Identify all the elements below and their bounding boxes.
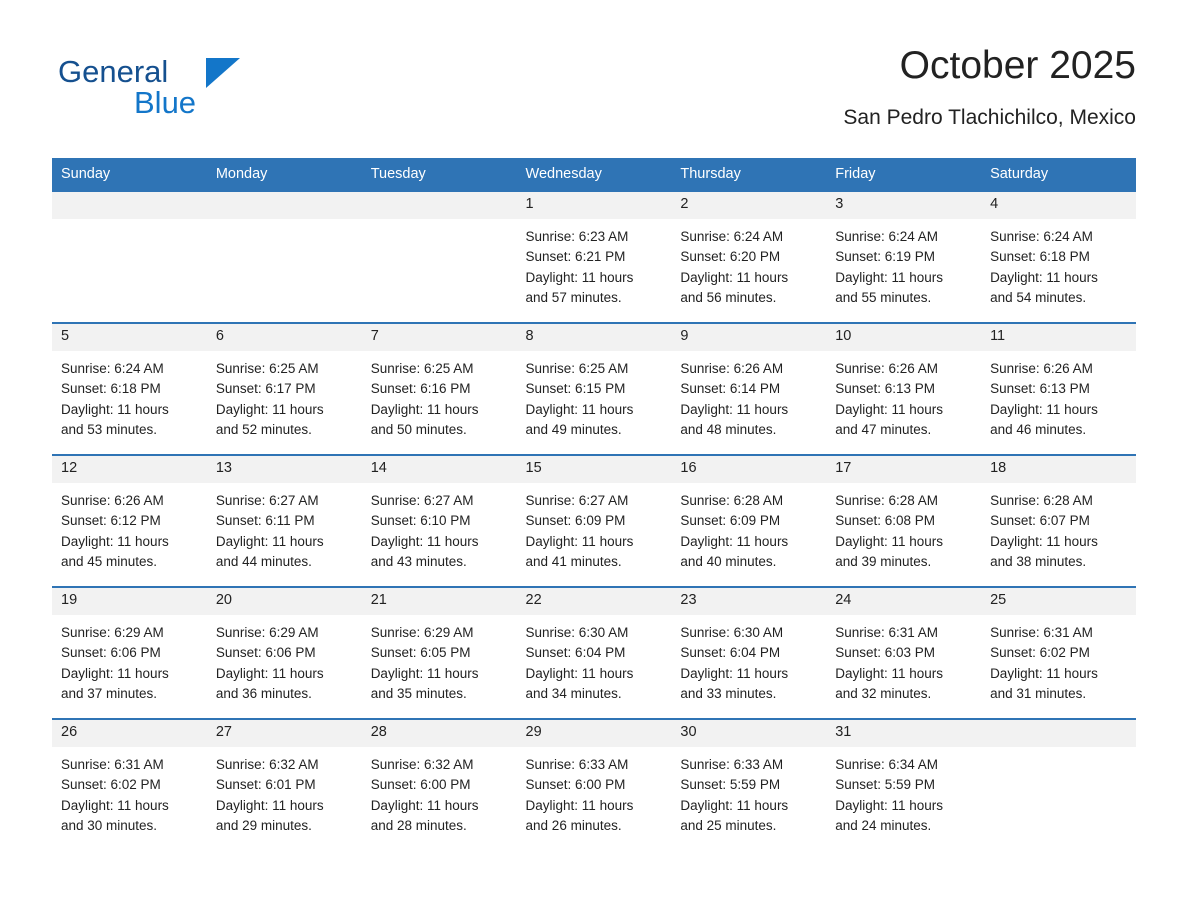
day-number: 26 (52, 720, 207, 747)
day-number: 1 (517, 192, 672, 219)
day-detail-line: Sunrise: 6:25 AM (370, 361, 474, 376)
day-detail-line: Sunrise: 6:25 AM (525, 361, 629, 376)
day-cell-inner (52, 720, 207, 850)
day-cell-inner (207, 324, 362, 454)
calendar-table (52, 158, 1136, 850)
day-details (207, 351, 362, 440)
day-detail-line: Sunrise: 6:26 AM (990, 361, 1093, 376)
day-detail-line: Sunrise: 6:33 AM (525, 757, 629, 772)
day-detail-line: and 41 minutes. (525, 553, 622, 569)
calendar-day-cell[interactable] (52, 455, 207, 587)
day-details (826, 615, 981, 704)
day-details (826, 747, 981, 836)
day-detail-line: Sunrise: 6:24 AM (680, 229, 784, 244)
day-details (207, 483, 362, 572)
day-detail-line: Sunset: 6:13 PM (990, 381, 1090, 397)
day-detail-line: and 31 minutes. (990, 685, 1087, 701)
day-number: 12 (52, 456, 207, 483)
calendar-day-cell[interactable] (207, 323, 362, 455)
day-detail-line: Daylight: 11 hours (680, 401, 789, 417)
day-details (207, 747, 362, 836)
day-detail-line: Sunset: 6:08 PM (835, 513, 936, 529)
day-details (671, 615, 826, 704)
calendar-day-cell[interactable] (52, 323, 207, 455)
calendar-empty-cell (981, 719, 1136, 850)
day-detail-line: Sunset: 6:17 PM (215, 381, 316, 397)
day-cell-inner (362, 456, 517, 586)
day-detail-line: Sunset: 6:14 PM (680, 381, 781, 397)
day-cell-inner (826, 456, 981, 586)
page-title: October 2025 (899, 44, 1136, 87)
day-cell-inner (207, 456, 362, 586)
day-details (826, 351, 981, 440)
day-details (671, 351, 826, 440)
day-detail-line: Sunrise: 6:28 AM (990, 493, 1093, 508)
day-cell-inner (671, 324, 826, 454)
calendar-day-cell[interactable] (826, 323, 981, 455)
day-detail-line: Daylight: 11 hours (835, 665, 944, 681)
day-cell-inner (362, 720, 517, 850)
day-details (671, 483, 826, 572)
calendar-day-cell[interactable] (517, 191, 672, 323)
calendar-empty-cell (52, 191, 207, 323)
day-detail-line: Sunset: 6:13 PM (835, 381, 936, 397)
day-details (981, 747, 1136, 755)
day-detail-line: Sunrise: 6:29 AM (370, 625, 474, 640)
day-detail-line: Sunrise: 6:31 AM (61, 757, 164, 772)
day-detail-line: Sunset: 6:18 PM (61, 381, 161, 397)
day-detail-line: Sunset: 6:01 PM (215, 777, 316, 793)
day-details (52, 219, 207, 227)
calendar-body (52, 191, 1136, 850)
day-cell-inner (981, 720, 1136, 850)
day-detail-line: and 52 minutes. (215, 421, 312, 437)
day-detail-line: Sunrise: 6:26 AM (61, 493, 164, 508)
day-detail-line: Sunrise: 6:30 AM (680, 625, 784, 640)
day-detail-line: Sunset: 6:21 PM (525, 249, 626, 265)
calendar-day-cell[interactable] (671, 323, 826, 455)
day-number: 15 (517, 456, 672, 483)
day-detail-line: Sunrise: 6:28 AM (680, 493, 784, 508)
day-details (517, 747, 672, 836)
day-number: 11 (981, 324, 1136, 351)
day-detail-line: Daylight: 11 hours (835, 797, 944, 813)
calendar-day-cell[interactable] (671, 587, 826, 719)
day-detail-line: Sunset: 6:06 PM (61, 645, 161, 661)
day-details (981, 351, 1136, 440)
day-cell-inner (981, 192, 1136, 322)
day-details (362, 747, 517, 836)
day-detail-line: Daylight: 11 hours (835, 533, 944, 549)
day-number: 13 (207, 456, 362, 483)
weekday-header-row (52, 158, 1136, 191)
day-detail-line: Daylight: 11 hours (680, 269, 789, 285)
day-detail-line: Daylight: 11 hours (525, 665, 634, 681)
day-detail-line: Daylight: 11 hours (215, 533, 324, 549)
day-details (362, 351, 517, 440)
weekday-header-wednesday: Wednesday (517, 158, 672, 191)
day-cell-inner (362, 324, 517, 454)
day-detail-line: Sunset: 6:16 PM (370, 381, 471, 397)
day-number (362, 192, 517, 219)
day-number (981, 720, 1136, 747)
day-detail-line: Sunrise: 6:27 AM (215, 493, 319, 508)
day-number (52, 192, 207, 219)
day-detail-line: Sunset: 6:02 PM (990, 645, 1090, 661)
day-details (517, 483, 672, 572)
day-detail-line: Daylight: 11 hours (370, 533, 479, 549)
day-detail-line: Daylight: 11 hours (370, 665, 479, 681)
day-details (671, 747, 826, 836)
day-details (517, 615, 672, 704)
day-detail-line: Sunset: 6:12 PM (61, 513, 161, 529)
logo-text-general: General (58, 54, 169, 89)
day-detail-line: Sunset: 5:59 PM (835, 777, 936, 793)
day-cell-inner (52, 588, 207, 718)
day-details (52, 351, 207, 440)
day-detail-line: Daylight: 11 hours (835, 401, 944, 417)
calendar-day-cell[interactable] (826, 587, 981, 719)
day-detail-line: Sunrise: 6:23 AM (525, 229, 629, 244)
day-detail-line: Sunrise: 6:25 AM (215, 361, 319, 376)
day-number: 19 (52, 588, 207, 615)
day-detail-line: and 55 minutes. (835, 289, 932, 305)
day-number: 28 (362, 720, 517, 747)
calendar-week-row (52, 191, 1136, 323)
calendar-day-cell[interactable] (826, 719, 981, 850)
page-header (52, 44, 1136, 144)
day-detail-line: Sunset: 6:06 PM (215, 645, 316, 661)
day-details (671, 219, 826, 308)
day-detail-line: Sunrise: 6:29 AM (215, 625, 319, 640)
day-cell-inner (981, 324, 1136, 454)
day-detail-line: and 48 minutes. (680, 421, 777, 437)
day-number: 23 (671, 588, 826, 615)
day-detail-line: Sunset: 6:00 PM (370, 777, 471, 793)
calendar-day-cell[interactable] (207, 719, 362, 850)
day-number: 29 (517, 720, 672, 747)
day-cell-inner (826, 324, 981, 454)
weekday-header-tuesday: Tuesday (362, 158, 517, 191)
day-cell-inner (517, 456, 672, 586)
day-detail-line: Daylight: 11 hours (680, 797, 789, 813)
day-detail-line: and 29 minutes. (215, 817, 312, 833)
day-number: 7 (362, 324, 517, 351)
day-number: 2 (671, 192, 826, 219)
day-detail-line: Sunset: 6:04 PM (680, 645, 781, 661)
day-detail-line: and 44 minutes. (215, 553, 312, 569)
day-detail-line: Daylight: 11 hours (680, 665, 789, 681)
day-details (981, 615, 1136, 704)
day-detail-line: Sunrise: 6:27 AM (525, 493, 629, 508)
logo-text-blue: Blue (134, 85, 197, 120)
day-number: 4 (981, 192, 1136, 219)
day-detail-line: and 38 minutes. (990, 553, 1087, 569)
day-details (52, 483, 207, 572)
day-number: 25 (981, 588, 1136, 615)
day-detail-line: Sunset: 6:10 PM (370, 513, 471, 529)
day-detail-line: and 32 minutes. (835, 685, 932, 701)
day-detail-line: and 30 minutes. (61, 817, 158, 833)
calendar-empty-cell (207, 191, 362, 323)
calendar-empty-cell (362, 191, 517, 323)
day-detail-line: Sunrise: 6:33 AM (680, 757, 784, 772)
day-detail-line: Daylight: 11 hours (61, 797, 169, 813)
day-detail-line: Daylight: 11 hours (370, 797, 479, 813)
day-detail-line: Sunrise: 6:29 AM (61, 625, 164, 640)
day-cell-inner (671, 720, 826, 850)
day-detail-line: Sunset: 6:07 PM (990, 513, 1090, 529)
day-detail-line: Daylight: 11 hours (525, 533, 634, 549)
day-number: 10 (826, 324, 981, 351)
day-detail-line: Sunrise: 6:34 AM (835, 757, 939, 772)
day-details (981, 483, 1136, 572)
day-cell-inner (52, 192, 207, 322)
day-detail-line: Sunrise: 6:27 AM (370, 493, 474, 508)
day-detail-line: Sunset: 6:20 PM (680, 249, 781, 265)
weekday-header-monday: Monday (207, 158, 362, 191)
day-detail-line: Daylight: 11 hours (990, 665, 1098, 681)
calendar-container (52, 158, 1136, 850)
day-detail-line: Sunrise: 6:24 AM (61, 361, 164, 376)
day-detail-line: Daylight: 11 hours (680, 533, 789, 549)
day-detail-line: Sunrise: 6:30 AM (525, 625, 629, 640)
day-details (207, 615, 362, 704)
calendar-day-cell[interactable] (671, 455, 826, 587)
weekday-header-thursday: Thursday (671, 158, 826, 191)
calendar-day-cell[interactable] (826, 455, 981, 587)
day-detail-line: and 50 minutes. (370, 421, 467, 437)
day-detail-line: and 43 minutes. (370, 553, 467, 569)
day-details (517, 351, 672, 440)
day-number: 3 (826, 192, 981, 219)
day-number: 24 (826, 588, 981, 615)
day-detail-line: and 45 minutes. (61, 553, 158, 569)
day-cell-inner (671, 192, 826, 322)
calendar-day-cell[interactable] (671, 719, 826, 850)
day-detail-line: Sunset: 6:09 PM (680, 513, 781, 529)
calendar-day-cell[interactable] (981, 323, 1136, 455)
day-number: 9 (671, 324, 826, 351)
generalblue-logo (58, 54, 258, 120)
page-subtitle: San Pedro Tlachichilco, Mexico (843, 106, 1136, 129)
day-detail-line: Sunrise: 6:24 AM (835, 229, 939, 244)
day-detail-line: Daylight: 11 hours (835, 269, 944, 285)
calendar-day-cell[interactable] (671, 191, 826, 323)
day-detail-line: and 39 minutes. (835, 553, 932, 569)
day-detail-line: and 25 minutes. (680, 817, 777, 833)
weekday-header-friday: Friday (826, 158, 981, 191)
day-cell-inner (517, 588, 672, 718)
day-number: 18 (981, 456, 1136, 483)
day-number: 6 (207, 324, 362, 351)
day-detail-line: Daylight: 11 hours (990, 533, 1098, 549)
calendar-week-row (52, 455, 1136, 587)
calendar-day-cell[interactable] (207, 455, 362, 587)
calendar-day-cell[interactable] (826, 191, 981, 323)
day-detail-line: and 40 minutes. (680, 553, 777, 569)
day-number: 8 (517, 324, 672, 351)
day-detail-line: Sunrise: 6:32 AM (370, 757, 474, 772)
calendar-day-cell[interactable] (52, 719, 207, 850)
day-detail-line: Daylight: 11 hours (525, 401, 634, 417)
day-detail-line: Sunset: 5:59 PM (680, 777, 781, 793)
day-detail-line: and 26 minutes. (525, 817, 622, 833)
day-details (362, 483, 517, 572)
weekday-header-saturday: Saturday (981, 158, 1136, 191)
day-cell-inner (981, 588, 1136, 718)
day-details (517, 219, 672, 308)
day-details (52, 615, 207, 704)
day-cell-inner (362, 588, 517, 718)
day-number: 27 (207, 720, 362, 747)
day-details (207, 219, 362, 227)
day-detail-line: and 24 minutes. (835, 817, 932, 833)
day-detail-line: Daylight: 11 hours (525, 269, 634, 285)
day-detail-line: Sunset: 6:11 PM (215, 513, 315, 529)
day-cell-inner (52, 456, 207, 586)
calendar-day-cell[interactable] (517, 455, 672, 587)
day-detail-line: Daylight: 11 hours (525, 797, 634, 813)
day-details (826, 219, 981, 308)
calendar-day-cell[interactable] (207, 587, 362, 719)
day-detail-line: and 28 minutes. (370, 817, 467, 833)
day-detail-line: Sunset: 6:19 PM (835, 249, 936, 265)
calendar-day-cell[interactable] (517, 323, 672, 455)
day-detail-line: Sunrise: 6:31 AM (990, 625, 1093, 640)
day-detail-line: and 47 minutes. (835, 421, 932, 437)
day-details (362, 219, 517, 227)
day-cell-inner (362, 192, 517, 322)
triangle-flag-icon (206, 58, 240, 88)
day-cell-inner (826, 192, 981, 322)
day-cell-inner (207, 588, 362, 718)
day-detail-line: and 54 minutes. (990, 289, 1087, 305)
calendar-day-cell[interactable] (517, 587, 672, 719)
day-detail-line: Daylight: 11 hours (990, 269, 1098, 285)
day-detail-line: Sunset: 6:03 PM (835, 645, 936, 661)
day-cell-inner (671, 588, 826, 718)
calendar-day-cell[interactable] (362, 719, 517, 850)
calendar-day-cell[interactable] (981, 587, 1136, 719)
day-detail-line: Daylight: 11 hours (61, 533, 169, 549)
day-detail-line: and 37 minutes. (61, 685, 158, 701)
day-detail-line: Daylight: 11 hours (61, 401, 169, 417)
day-cell-inner (52, 324, 207, 454)
day-number: 30 (671, 720, 826, 747)
day-detail-line: Daylight: 11 hours (215, 401, 324, 417)
day-number (207, 192, 362, 219)
day-cell-inner (207, 192, 362, 322)
day-cell-inner (517, 720, 672, 850)
day-number: 31 (826, 720, 981, 747)
day-detail-line: and 46 minutes. (990, 421, 1087, 437)
day-detail-line: Sunrise: 6:31 AM (835, 625, 939, 640)
day-number: 22 (517, 588, 672, 615)
day-detail-line: Sunset: 6:04 PM (525, 645, 626, 661)
day-cell-inner (517, 324, 672, 454)
day-detail-line: Daylight: 11 hours (215, 797, 324, 813)
day-detail-line: Daylight: 11 hours (370, 401, 479, 417)
day-detail-line: Sunset: 6:09 PM (525, 513, 626, 529)
calendar-day-cell[interactable] (362, 455, 517, 587)
day-cell-inner (207, 720, 362, 850)
day-number: 16 (671, 456, 826, 483)
day-detail-line: Sunrise: 6:32 AM (215, 757, 319, 772)
calendar-day-cell[interactable] (362, 323, 517, 455)
day-details (826, 483, 981, 572)
day-details (362, 615, 517, 704)
calendar-week-row (52, 323, 1136, 455)
day-detail-line: and 49 minutes. (525, 421, 622, 437)
day-detail-line: and 56 minutes. (680, 289, 777, 305)
day-cell-inner (981, 456, 1136, 586)
day-detail-line: Sunset: 6:15 PM (525, 381, 626, 397)
day-detail-line: and 36 minutes. (215, 685, 312, 701)
day-detail-line: and 33 minutes. (680, 685, 777, 701)
day-number: 20 (207, 588, 362, 615)
day-cell-inner (826, 588, 981, 718)
day-cell-inner (826, 720, 981, 850)
calendar-day-cell[interactable] (362, 587, 517, 719)
day-detail-line: Sunrise: 6:28 AM (835, 493, 939, 508)
weekday-header-sunday: Sunday (52, 158, 207, 191)
day-detail-line: and 53 minutes. (61, 421, 158, 437)
day-detail-line: and 35 minutes. (370, 685, 467, 701)
calendar-week-row (52, 587, 1136, 719)
day-detail-line: Daylight: 11 hours (215, 665, 324, 681)
day-number: 21 (362, 588, 517, 615)
day-details (52, 747, 207, 836)
day-detail-line: Sunset: 6:18 PM (990, 249, 1090, 265)
day-detail-line: Sunset: 6:00 PM (525, 777, 626, 793)
day-detail-line: and 34 minutes. (525, 685, 622, 701)
day-number: 17 (826, 456, 981, 483)
day-detail-line: and 57 minutes. (525, 289, 622, 305)
calendar-day-cell[interactable] (517, 719, 672, 850)
day-detail-line: Sunrise: 6:24 AM (990, 229, 1093, 244)
day-number: 5 (52, 324, 207, 351)
calendar-day-cell[interactable] (52, 587, 207, 719)
day-cell-inner (671, 456, 826, 586)
day-detail-line: Sunset: 6:02 PM (61, 777, 161, 793)
calendar-day-cell[interactable] (981, 455, 1136, 587)
day-number: 14 (362, 456, 517, 483)
calendar-week-row (52, 719, 1136, 850)
day-detail-line: Daylight: 11 hours (61, 665, 169, 681)
day-details (981, 219, 1136, 308)
day-detail-line: Sunrise: 6:26 AM (835, 361, 939, 376)
day-detail-line: Sunset: 6:05 PM (370, 645, 471, 661)
day-detail-line: Daylight: 11 hours (990, 401, 1098, 417)
day-cell-inner (517, 192, 672, 322)
calendar-day-cell[interactable] (981, 191, 1136, 323)
day-detail-line: Sunrise: 6:26 AM (680, 361, 784, 376)
